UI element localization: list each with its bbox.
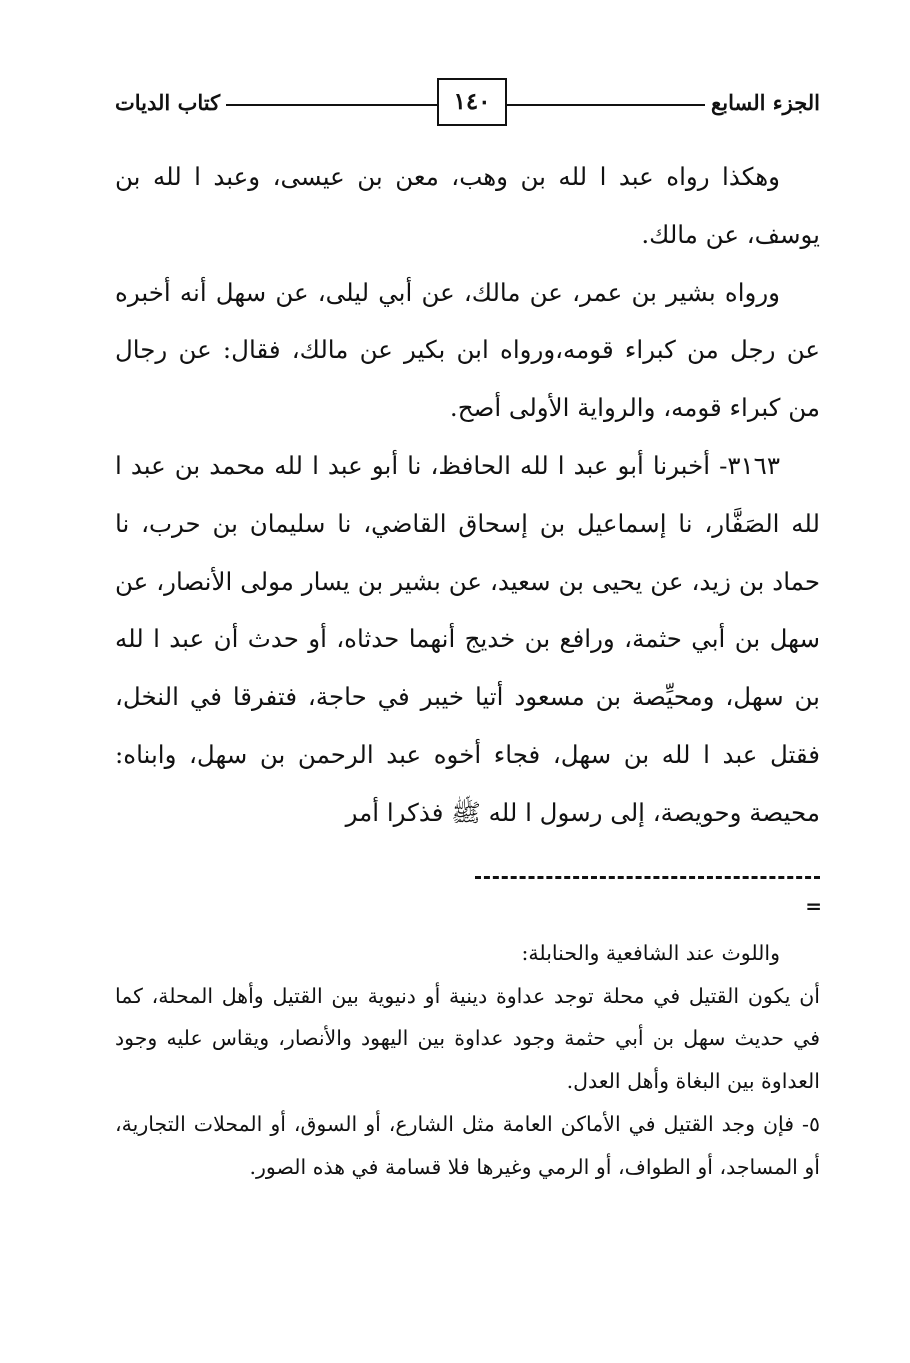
page-header	[115, 78, 820, 128]
main-paragraph: ورواه بشير بن عمر، عن مالك، عن أبي ليلى، عن سهل أنه أخبره عن رجل من كبراء قومه،ورواه ابن بكير عن مالك، فقال: عن رجال من كبراء قومه، والرواية الأولى أصح.	[115, 277, 820, 423]
page-number: ١٤٠	[437, 78, 507, 126]
footnote-continuation-mark: =	[805, 894, 822, 918]
chapter-title: كتاب الديات	[115, 88, 226, 118]
main-paragraph: وهكذا رواه عبد ا لله بن وهب، معن بن عيسى، وعبد ا لله بن يوسف، عن مالك.	[115, 162, 820, 249]
footnote-separator	[475, 876, 820, 879]
main-text	[115, 148, 820, 842]
footnote-paragraph: أن يكون القتيل في محلة توجد عداوة دينية أو دنيوية بين القتيل وأهل المحلة، كما في حديث سهل بن أبي حثمة وجود عداوة بين اليهود والأنصار، ويقاس عليه وجود العداوة بين البغاة وأهل العدل.	[115, 983, 820, 1094]
main-paragraph: ٣١٦٣- أخبرنا أبو عبد ا لله الحافظ، نا أبو عبد ا لله محمد بن عبد ا لله الصَفَّار، نا إسماعيل بن إسحاق القاضي، نا سليمان بن حرب، نا حماد بن زيد، عن يحيى بن سعيد، عن بشير بن يسار مولى الأنصار، عن سهل بن أبي حثمة، ورافع بن خديج أنهما حدثاه، أو حدث أن عبد ا لله بن سهل، ومحيِّصة بن مسعود أتيا خيبر في حاجة، فتفرقا في النخل، فقتل عبد ا لله بن سهل، فجاء أخوه عبد الرحمن بن سهل، وابناه: محيصة وحويصة، إلى رسول ا لله ﷺ فذكرا أمر	[115, 450, 820, 827]
footnote-paragraph: ٥- فإن وجد القتيل في الأماكن العامة مثل الشارع، أو السوق، أو المحلات التجارية، أو المساجد، أو الطواف، أو الرمي وغيرها فلا قسامة في هذه الصور.	[115, 1111, 820, 1179]
volume-title: الجزء السابع	[705, 88, 820, 118]
footnote	[115, 932, 820, 1188]
footnote-heading: واللوث عند الشافعية والحنابلة:	[521, 941, 780, 965]
